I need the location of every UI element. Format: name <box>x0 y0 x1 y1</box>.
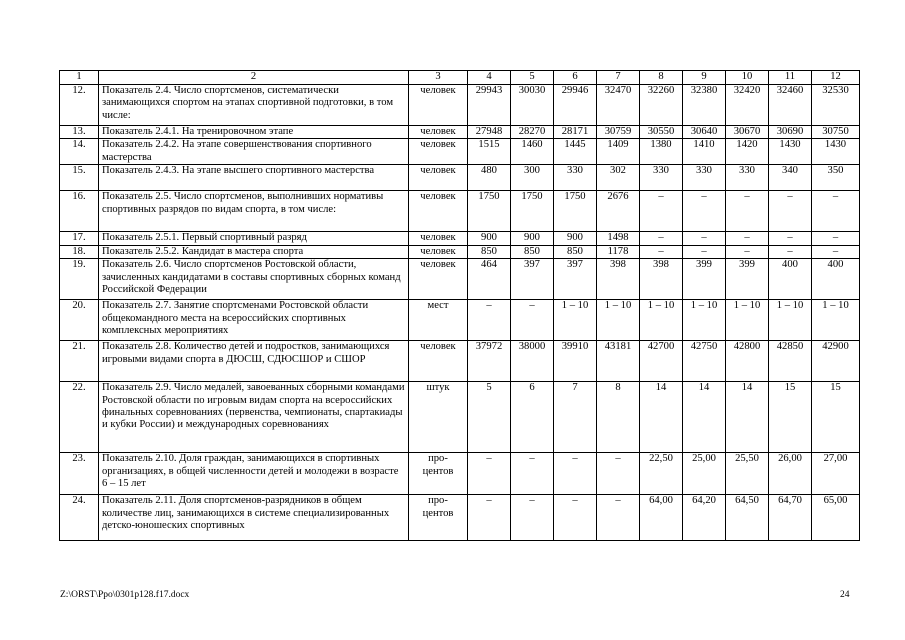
value-cell: 32460 <box>769 85 812 126</box>
indicator-name-cell: Показатель 2.4.2. На этапе совершенствования спортивного мастерства <box>99 139 409 165</box>
table-row <box>60 453 860 495</box>
value-cell: 1 – 10 <box>597 300 640 341</box>
unit-cell: человек <box>409 191 468 232</box>
indicator-name-cell: Показатель 2.6. Число спортсменов Ростовской области, зачисленных кандидатами в составы спортивных сборных команд Российской Федерации <box>99 259 409 300</box>
unit-cell: человек <box>409 126 468 139</box>
value-cell: 43181 <box>597 341 640 382</box>
value-cell: 32470 <box>597 85 640 126</box>
value-cell: 850 <box>468 245 511 258</box>
value-cell: 6 <box>511 382 554 453</box>
table-row <box>60 300 860 341</box>
value-cell: 464 <box>468 259 511 300</box>
value-cell: 25,50 <box>726 453 769 495</box>
value-cell: – <box>769 232 812 245</box>
value-cell: 32420 <box>726 85 769 126</box>
value-cell: 1410 <box>683 139 726 165</box>
value-cell: 1409 <box>597 139 640 165</box>
unit-cell: человек <box>409 165 468 191</box>
column-number-header: 4 <box>468 71 511 85</box>
footer-file-path: Z:\ORST\Ppo\0301p128.f17.docx <box>60 590 190 600</box>
value-cell: 350 <box>812 165 860 191</box>
column-number-header: 7 <box>597 71 640 85</box>
value-cell: – <box>640 245 683 258</box>
value-cell: 1445 <box>554 139 597 165</box>
unit-cell: человек <box>409 341 468 382</box>
table-row <box>60 341 860 382</box>
indicator-name-cell: Показатель 2.4.3. На этапе высшего спортивного мастерства <box>99 165 409 191</box>
value-cell: 1515 <box>468 139 511 165</box>
value-cell: – <box>511 495 554 541</box>
value-cell: – <box>769 245 812 258</box>
row-number-cell: 13. <box>60 126 99 139</box>
value-cell: 398 <box>640 259 683 300</box>
value-cell: – <box>812 232 860 245</box>
indicators-table <box>59 70 860 541</box>
value-cell: 1380 <box>640 139 683 165</box>
row-number-cell: 22. <box>60 382 99 453</box>
value-cell: 900 <box>554 232 597 245</box>
row-number-cell: 21. <box>60 341 99 382</box>
unit-cell: про- центов <box>409 495 468 541</box>
value-cell: 1 – 10 <box>683 300 726 341</box>
value-cell: 1430 <box>769 139 812 165</box>
value-cell: 26,00 <box>769 453 812 495</box>
value-cell: – <box>511 300 554 341</box>
value-cell: – <box>554 495 597 541</box>
value-cell: – <box>683 191 726 232</box>
value-cell: 14 <box>726 382 769 453</box>
indicator-name-cell: Показатель 2.7. Занятие спортсменами Ростовской области общекомандного места на всероссийских спортивных комплексных мероприятиях <box>99 300 409 341</box>
column-number-row <box>60 71 860 85</box>
value-cell: 1750 <box>554 191 597 232</box>
value-cell: – <box>597 495 640 541</box>
row-number-cell: 23. <box>60 453 99 495</box>
indicator-name-cell: Показатель 2.4.1. На тренировочном этапе <box>99 126 409 139</box>
indicator-name-cell: Показатель 2.5.2. Кандидат в мастера спорта <box>99 245 409 258</box>
unit-cell: человек <box>409 259 468 300</box>
table-row <box>60 191 860 232</box>
value-cell: 1 – 10 <box>640 300 683 341</box>
value-cell: 5 <box>468 382 511 453</box>
table-row <box>60 245 860 258</box>
value-cell: 330 <box>726 165 769 191</box>
indicator-name-cell: Показатель 2.5. Число спортсменов, выполнивших нормативы спортивных разрядов по видам спорта, в том числе: <box>99 191 409 232</box>
value-cell: – <box>511 453 554 495</box>
value-cell: 14 <box>640 382 683 453</box>
value-cell: 850 <box>554 245 597 258</box>
value-cell: 399 <box>726 259 769 300</box>
value-cell: 42900 <box>812 341 860 382</box>
value-cell: 29943 <box>468 85 511 126</box>
row-number-cell: 17. <box>60 232 99 245</box>
value-cell: 42750 <box>683 341 726 382</box>
indicator-name-cell: Показатель 2.10. Доля граждан, занимающихся в спортивных организациях, в общей численности детей и молодежи в возрасте 6 – 15 лет <box>99 453 409 495</box>
value-cell: 400 <box>812 259 860 300</box>
table-row <box>60 139 860 165</box>
value-cell: – <box>726 191 769 232</box>
value-cell: 1750 <box>468 191 511 232</box>
unit-cell: штук <box>409 382 468 453</box>
table-row <box>60 259 860 300</box>
table-row <box>60 495 860 541</box>
value-cell: 30670 <box>726 126 769 139</box>
value-cell: 42700 <box>640 341 683 382</box>
value-cell: 64,50 <box>726 495 769 541</box>
value-cell: 32530 <box>812 85 860 126</box>
value-cell: 8 <box>597 382 640 453</box>
value-cell: 65,00 <box>812 495 860 541</box>
value-cell: 30640 <box>683 126 726 139</box>
value-cell: – <box>468 495 511 541</box>
value-cell: 1460 <box>511 139 554 165</box>
unit-cell: мест <box>409 300 468 341</box>
value-cell: 330 <box>640 165 683 191</box>
row-number-cell: 19. <box>60 259 99 300</box>
value-cell: – <box>468 300 511 341</box>
value-cell: – <box>812 245 860 258</box>
footer-page-number: 24 <box>840 590 850 600</box>
value-cell: 39910 <box>554 341 597 382</box>
value-cell: 28270 <box>511 126 554 139</box>
value-cell: 397 <box>554 259 597 300</box>
column-number-header: 1 <box>60 71 99 85</box>
value-cell: – <box>683 232 726 245</box>
unit-cell: про- центов <box>409 453 468 495</box>
column-number-header: 6 <box>554 71 597 85</box>
value-cell: 850 <box>511 245 554 258</box>
table-row <box>60 232 860 245</box>
value-cell: – <box>468 453 511 495</box>
value-cell: 64,70 <box>769 495 812 541</box>
column-number-header: 12 <box>812 71 860 85</box>
column-number-header: 5 <box>511 71 554 85</box>
value-cell: 28171 <box>554 126 597 139</box>
indicator-name-cell: Показатель 2.11. Доля спортсменов-разрядников в общем количестве лиц, занимающихся в системе специализированных детско-юношеских спортивных <box>99 495 409 541</box>
value-cell: 14 <box>683 382 726 453</box>
value-cell: – <box>640 191 683 232</box>
table-row <box>60 126 860 139</box>
value-cell: – <box>812 191 860 232</box>
value-cell: 42800 <box>726 341 769 382</box>
table-body <box>60 71 860 541</box>
value-cell: 330 <box>554 165 597 191</box>
value-cell: 7 <box>554 382 597 453</box>
value-cell: 32380 <box>683 85 726 126</box>
value-cell: 42850 <box>769 341 812 382</box>
value-cell: 1 – 10 <box>812 300 860 341</box>
value-cell: 30759 <box>597 126 640 139</box>
value-cell: 27948 <box>468 126 511 139</box>
value-cell: 30690 <box>769 126 812 139</box>
value-cell: – <box>597 453 640 495</box>
value-cell: 1 – 10 <box>554 300 597 341</box>
value-cell: 300 <box>511 165 554 191</box>
value-cell: 1 – 10 <box>726 300 769 341</box>
value-cell: 30550 <box>640 126 683 139</box>
value-cell: 25,00 <box>683 453 726 495</box>
value-cell: 64,20 <box>683 495 726 541</box>
unit-cell: человек <box>409 232 468 245</box>
value-cell: 30750 <box>812 126 860 139</box>
value-cell: – <box>640 232 683 245</box>
value-cell: 398 <box>597 259 640 300</box>
row-number-cell: 15. <box>60 165 99 191</box>
value-cell: 29946 <box>554 85 597 126</box>
value-cell: 32260 <box>640 85 683 126</box>
value-cell: 30030 <box>511 85 554 126</box>
value-cell: 397 <box>511 259 554 300</box>
table-row <box>60 382 860 453</box>
value-cell: – <box>769 191 812 232</box>
indicator-name-cell: Показатель 2.9. Число медалей, завоеванных сборными командами Ростовской области по игровым видам спорта на всероссийских финальных соревнованиях (первенства, чемпионаты, спартакиады и кубки России) и международных соревнованиях <box>99 382 409 453</box>
value-cell: 1178 <box>597 245 640 258</box>
value-cell: 900 <box>468 232 511 245</box>
value-cell: 22,50 <box>640 453 683 495</box>
value-cell: 15 <box>812 382 860 453</box>
row-number-cell: 16. <box>60 191 99 232</box>
value-cell: 900 <box>511 232 554 245</box>
column-number-header: 10 <box>726 71 769 85</box>
value-cell: – <box>726 245 769 258</box>
indicator-name-cell: Показатель 2.5.1. Первый спортивный разряд <box>99 232 409 245</box>
column-number-header: 2 <box>99 71 409 85</box>
value-cell: 1750 <box>511 191 554 232</box>
value-cell: – <box>726 232 769 245</box>
value-cell: 64,00 <box>640 495 683 541</box>
row-number-cell: 18. <box>60 245 99 258</box>
value-cell: 38000 <box>511 341 554 382</box>
row-number-cell: 12. <box>60 85 99 126</box>
value-cell: 27,00 <box>812 453 860 495</box>
value-cell: 302 <box>597 165 640 191</box>
value-cell: 330 <box>683 165 726 191</box>
row-number-cell: 14. <box>60 139 99 165</box>
value-cell: 400 <box>769 259 812 300</box>
column-number-header: 8 <box>640 71 683 85</box>
value-cell: 37972 <box>468 341 511 382</box>
unit-cell: человек <box>409 245 468 258</box>
table-row <box>60 165 860 191</box>
row-number-cell: 24. <box>60 495 99 541</box>
value-cell: 480 <box>468 165 511 191</box>
value-cell: 2676 <box>597 191 640 232</box>
column-number-header: 9 <box>683 71 726 85</box>
value-cell: 399 <box>683 259 726 300</box>
table-row <box>60 85 860 126</box>
value-cell: 340 <box>769 165 812 191</box>
unit-cell: человек <box>409 139 468 165</box>
value-cell: – <box>683 245 726 258</box>
unit-cell: человек <box>409 85 468 126</box>
indicator-name-cell: Показатель 2.8. Количество детей и подростков, занимающихся игровыми видами спорта в ДЮСШ, СДЮСШОР и СШОР <box>99 341 409 382</box>
value-cell: 15 <box>769 382 812 453</box>
indicator-name-cell: Показатель 2.4. Число спортсменов, систематически занимающихся спортом на этапах спортивной подготовки, в том числе: <box>99 85 409 126</box>
row-number-cell: 20. <box>60 300 99 341</box>
column-number-header: 3 <box>409 71 468 85</box>
value-cell: 1498 <box>597 232 640 245</box>
value-cell: 1420 <box>726 139 769 165</box>
value-cell: 1430 <box>812 139 860 165</box>
value-cell: – <box>554 453 597 495</box>
column-number-header: 11 <box>769 71 812 85</box>
value-cell: 1 – 10 <box>769 300 812 341</box>
